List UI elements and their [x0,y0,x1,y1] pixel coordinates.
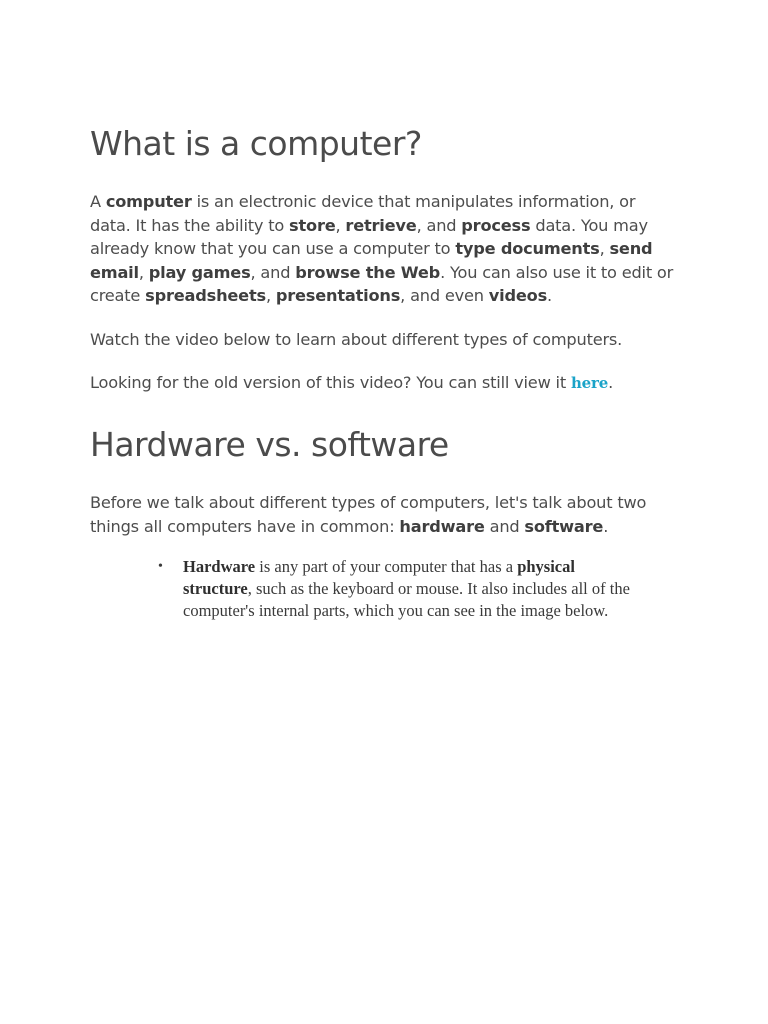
old-version-paragraph [90,371,680,396]
hardware-intro-paragraph [90,491,680,538]
intro-text: , and [416,215,462,235]
term-browse-the-web: browse the Web [295,262,441,282]
old-version-link[interactable]: here [570,374,609,392]
term-computer: computer [105,192,192,211]
hardware-intro-text: . [603,516,609,536]
old-version-text: . [608,373,614,392]
term-send-email: send email [90,239,653,282]
intro-text: , and even [400,286,489,306]
term-hardware: hardware [399,516,485,536]
intro-text: , [335,215,346,235]
old-version-text: Looking for the old version of this video? You can still view it [90,373,571,392]
intro-text: , [599,239,610,259]
term-videos: videos [488,286,548,306]
term-hardware-definition: Hardware [183,557,256,576]
term-spreadsheets: spreadsheets [145,286,266,306]
bullet-icon: • [158,559,163,574]
intro-paragraph [90,190,680,308]
term-retrieve: retrieve [345,215,417,235]
intro-text: , [265,286,276,306]
intro-text: A [90,192,106,211]
term-play-games: play games [148,262,251,282]
term-process: process [461,215,531,235]
intro-text: data. You may already know that you can use a computer to [90,215,648,259]
heading-hardware-vs-software: Hardware vs. software [90,425,449,464]
intro-text: . You can also use it to edit or create [90,262,674,306]
list-item-text: is any part of your computer that has a [255,557,518,576]
intro-text: . [547,286,552,306]
watch-video-paragraph: Watch the video below to learn about different types of computers. [90,330,623,349]
heading-what-is-a-computer: What is a computer? [90,124,422,163]
list-item [158,556,638,622]
term-store: store [289,215,336,235]
intro-text: , and [250,262,296,282]
hardware-intro-text: Before we talk about different types of computers, let's talk about two things all computers have in common: [90,493,647,536]
list-item-text: , such as the keyboard or mouse. It also includes all of the computer's internal parts, which you can see in the image below. [183,579,630,620]
term-software: software [524,516,604,536]
hardware-intro-text: and [484,516,525,536]
term-physical-structure: physical structure [183,557,575,598]
term-type-documents: type documents [455,239,600,259]
term-presentations: presentations [275,286,401,306]
definition-list [158,556,638,622]
intro-text: is an electronic device that manipulates information, or data. It has the ability to [90,192,636,235]
intro-text: , [138,262,149,282]
